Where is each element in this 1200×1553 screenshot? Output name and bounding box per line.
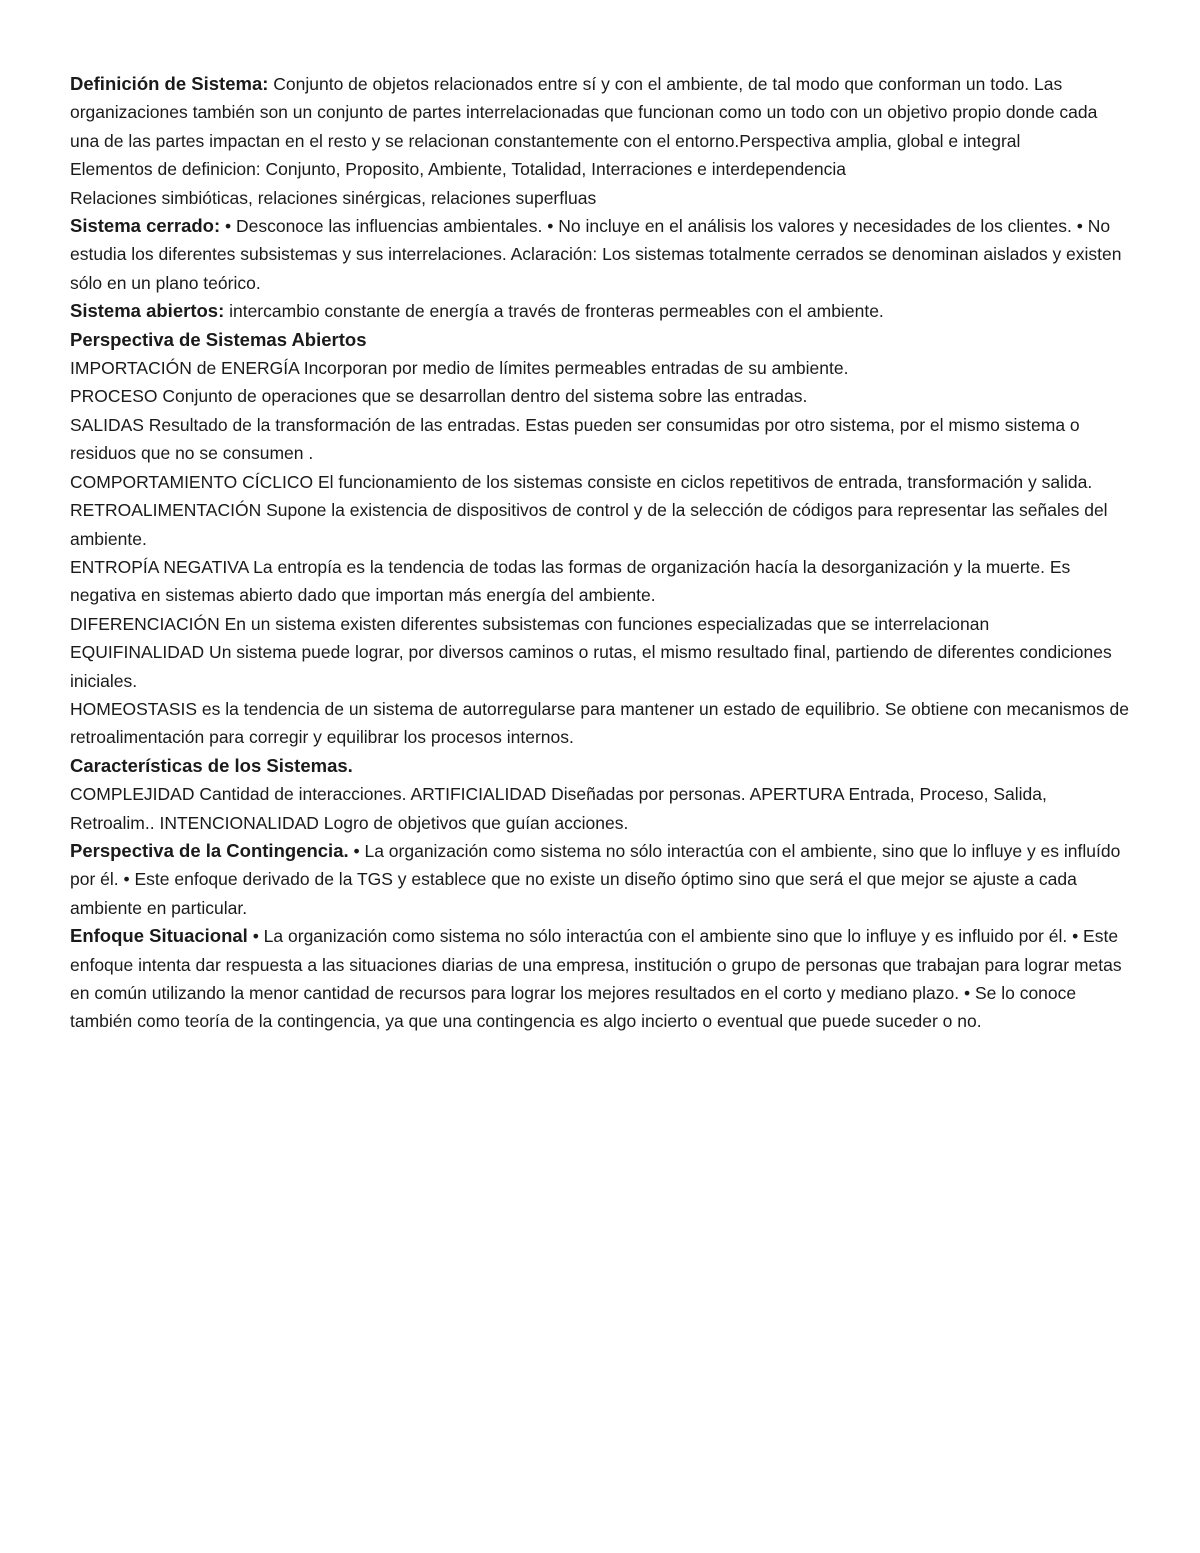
paragraph-relaciones (70, 184, 1130, 212)
paragraph-salidas (70, 411, 1130, 468)
text-equifinalidad: EQUIFINALIDAD Un sistema puede lograr, por diversos caminos o rutas, el mismo resultado final, partiendo de diferentes condiciones iniciales. (70, 642, 1112, 691)
paragraph-perspectiva-abiertos (70, 326, 1130, 354)
paragraph-comportamiento-ciclico (70, 468, 1130, 496)
text-relaciones: Relaciones simbióticas, relaciones sinérgicas, relaciones superfluas (70, 187, 597, 208)
paragraph-proceso (70, 382, 1130, 410)
paragraph-sistema-abiertos (70, 297, 1130, 325)
paragraph-homeostasis (70, 695, 1130, 752)
text-sistema-abiertos: intercambio constante de energía a través de fronteras permeables con el ambiente. (224, 301, 884, 322)
paragraph-enfoque-situacional (70, 922, 1130, 1036)
text-complejidad: COMPLEJIDAD Cantidad de interacciones. ARTIFICIALIDAD Diseñadas por personas. APERTURA Entrada, Proceso, Salida, Retroalim.. INTENCIONALIDAD Logro de objetivos que guían acciones. (70, 784, 1047, 833)
text-salidas: SALIDAS Resultado de la transformación de las entradas. Estas pueden ser consumidas por otro sistema, por el mismo sistema o residuos que no se consumen . (70, 414, 1080, 464)
paragraph-retroalimentacion (70, 496, 1130, 553)
text-comportamiento-ciclico: COMPORTAMIENTO CÍCLICO El funcionamiento de los sistemas consiste en ciclos repetitivos de entrada, transformación y salida. (70, 471, 1093, 492)
heading-caracteristicas-sistemas: Características de los Sistemas. (70, 754, 353, 776)
text-diferenciacion: DIFERENCIACIÓN En un sistema existen diferentes subsistemas con funciones especializadas que se interrelacionan (70, 613, 990, 634)
paragraph-elementos-definicion (70, 155, 1130, 183)
heading-sistema-cerrado: Sistema cerrado: (70, 215, 221, 237)
text-retroalimentacion: RETROALIMENTACIÓN Supone la existencia de dispositivos de control y de la selección de códigos para representar las señales del ambiente. (70, 500, 1108, 549)
text-elementos-definicion: Elementos de definicion: Conjunto, Proposito, Ambiente, Totalidad, Interraciones e interdependencia (70, 159, 847, 180)
paragraph-equifinalidad (70, 638, 1130, 695)
paragraph-sistema-cerrado (70, 212, 1130, 297)
paragraph-entropia-negativa (70, 553, 1130, 610)
paragraph-perspectiva-contingencia (70, 837, 1130, 922)
paragraph-definicion-sistema (70, 70, 1130, 155)
text-perspectiva-contingencia: • La organización como sistema no sólo interactúa con el ambiente, sino que lo influye y es influído por él. • Este enfoque derivado de la TGS y establece que no existe un diseño óptimo sino que será el que mejor se ajuste a cada ambiente en particular. (70, 840, 1121, 918)
heading-enfoque-situacional: Enfoque Situacional (70, 925, 248, 947)
heading-perspectiva-contingencia: Perspectiva de la Contingencia. (70, 839, 349, 861)
paragraph-complejidad (70, 780, 1130, 837)
text-proceso: PROCESO Conjunto de operaciones que se desarrollan dentro del sistema sobre las entradas. (70, 386, 808, 407)
paragraph-diferenciacion (70, 610, 1130, 638)
heading-perspectiva-sistemas-abiertos: Perspectiva de Sistemas Abiertos (70, 328, 367, 350)
text-homeostasis: HOMEOSTASIS es la tendencia de un sistema de autorregularse para mantener un estado de equilibrio. Se obtiene con mecanismos de retroalimentación para corregir y equilibrar los procesos internos. (70, 698, 1130, 748)
text-sistema-cerrado: • Desconoce las influencias ambientales. • No incluye en el análisis los valores y necesidades de los clientes. • No estudia los diferentes subsistemas y sus interrelaciones. Aclaración: Los sistemas totalmente cerrados se denominan aislados y existen sólo en un plano teórico. (70, 216, 1122, 293)
document-page (70, 70, 1130, 1036)
heading-sistema-abiertos: Sistema abiertos: (70, 300, 225, 322)
text-importacion-energia: IMPORTACIÓN de ENERGÍA Incorporan por medio de límites permeables entradas de su ambiente. (70, 358, 849, 379)
text-definicion-sistema: Conjunto de objetos relacionados entre sí y con el ambiente, de tal modo que conforman un todo. Las organizaciones también son un conjunto de partes interrelacionadas que funcionan como un todo con un objetivo propio donde cada una de las partes impactan en el resto y se relacionan constantemente con el entorno.Perspectiva amplia, global e integral (70, 74, 1098, 151)
text-enfoque-situacional: • La organización como sistema no sólo interactúa con el ambiente sino que lo influye y es influido por él. • Este enfoque intenta dar respuesta a las situaciones diarias de una empresa, institución o grupo de personas que trabajan para lograr metas en común utilizando la menor cantidad de recursos para lograr los mejores resultados en el corto y mediano plazo. • Se lo conoce también como teoría de la contingencia, ya que una contingencia es algo incierto o eventual que puede suceder o no. (70, 926, 1122, 1032)
text-entropia-negativa: ENTROPÍA NEGATIVA La entropía es la tendencia de todas las formas de organización hacía la desorganización y la muerte. Es negativa en sistemas abierto dado que importan más energía del ambiente. (70, 556, 1071, 606)
paragraph-importacion-energia (70, 354, 1130, 382)
heading-definicion-sistema: Definición de Sistema: (70, 73, 269, 94)
paragraph-caracteristicas (70, 752, 1130, 780)
